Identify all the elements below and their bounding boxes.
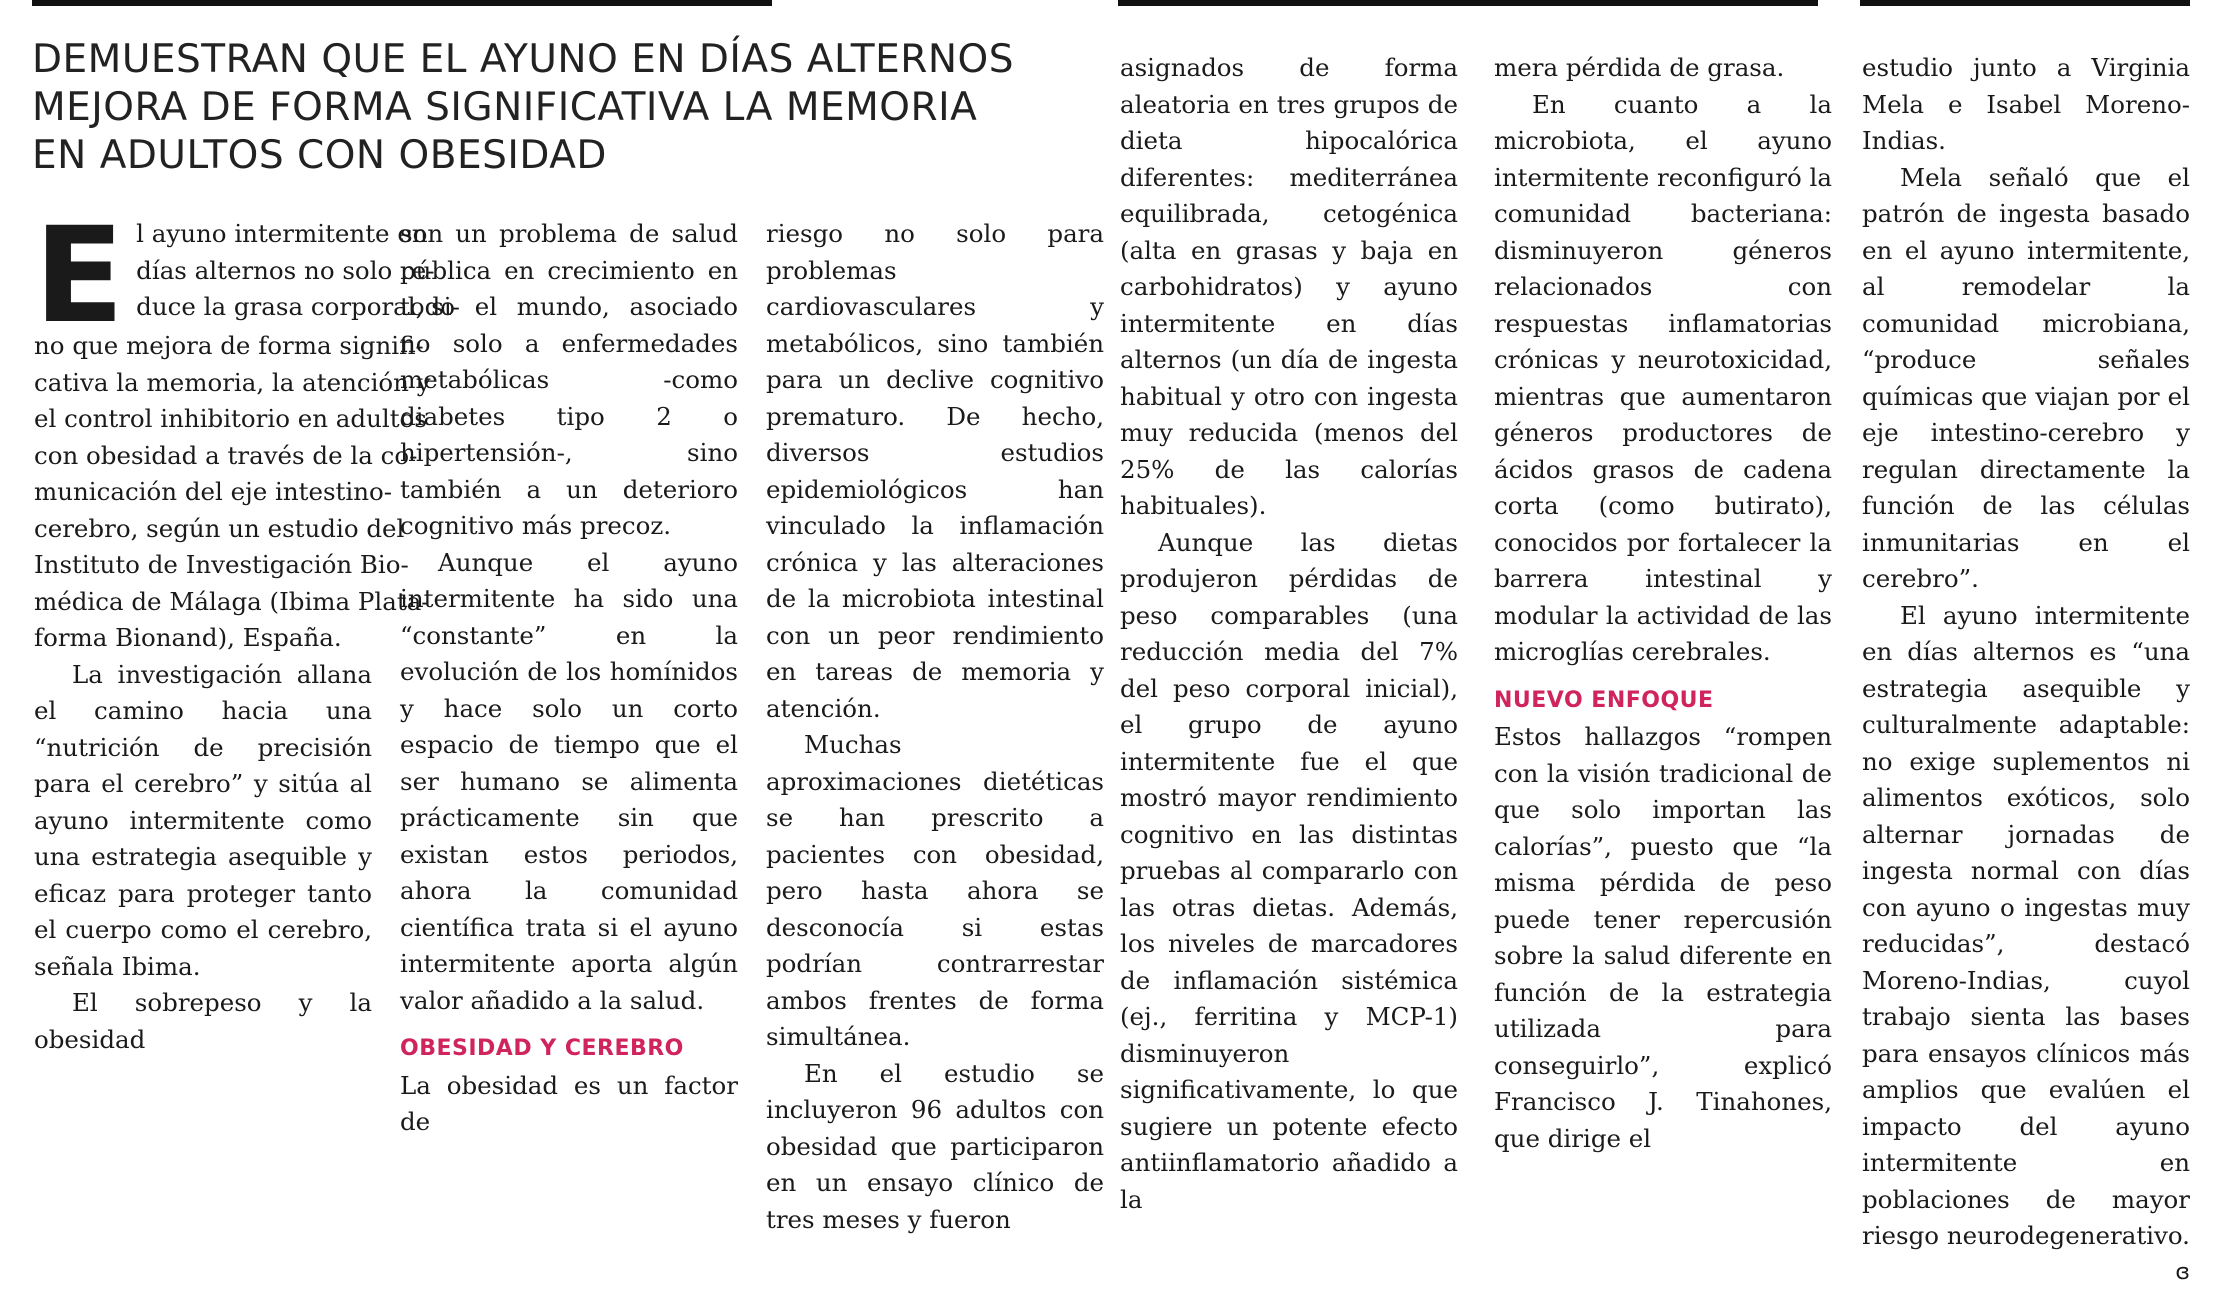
paragraph: Aunque el ayuno intermitente ha sido una “constante” en la evolución de los homínidos y hace solo un corto espacio de tiempo que el ser humano se alimenta prácticamente sin que existan estos periodos, ahora la comunidad científica trata si el ayuno intermitente aporta algún valor añadido a la salud. [400,545,738,1020]
column-4 [1120,50,1458,1218]
lead-line: Instituto de Investigación Bio- [34,547,372,584]
lead-line: l ayuno intermitente en [34,216,372,253]
column-6 [1862,50,2190,1291]
paragraph: Mela señaló que el patrón de ingesta basado en el ayuno intermitente, al remodelar la comunidad microbiana, “produce señales químicas que viajan por el eje intestino-cerebro y regulan directamente la función de las células inmunitarias en el cerebro”. [1862,160,2190,598]
paragraph-text: El ayuno intermitente en días alternos es “una estrategia asequible y culturalmente adaptable: no exige suplementos ni alimentos exóticos, solo alternar jornadas de ingesta normal con días con ayuno o ingestas muy reducidas”, destacó Moreno-Indias, cuyol trabajo sienta las bases para ensayos clínicos más amplios que evalúen el impacto del ayuno intermitente en poblaciones de mayor riesgo neurodegenerativo. [1862,601,2190,1251]
paragraph: son un problema de salud pública en crecimiento en todo el mundo, asociado no solo a enfermedades metabólicas -como diabetes tipo 2 o hipertensión-, sino también a un deterioro cognitivo más precoz. [400,216,738,545]
paragraph: mera pérdida de grasa. [1494,50,1832,87]
lead-line: cerebro, según un estudio del [34,511,372,548]
paragraph: asignados de forma aleatoria en tres grupos de dieta hipocalórica diferentes: mediterránea equilibrada, cetogénica (alta en grasas y baja en carbohidratos) y ayuno intermitente en días alternos (un día de ingesta habitual y otro con ingesta muy reducida (menos del 25% de las calorías habituales). [1120,50,1458,525]
lead-line: forma Bionand), España. [34,620,372,657]
headline-line: DEMUESTRAN QUE EL AYUNO EN DÍAS ALTERNOS [32,36,1112,84]
paragraph: Muchas aproximaciones dietéticas se han prescrito a pacientes con obesidad, pero hasta ahora se desconocía si estas podrían contrarrestar ambos frentes de forma simultánea. [766,727,1104,1056]
paragraph: Estos hallazgos “rompen con la visión tradicional de que solo importan las calorías”, puesto que “la misma pérdida de peso puede tener repercusión sobre la salud diferente en función de la estrategia utilizada para conseguirlo”, explicó Francisco J. Tinahones, que dirige el [1494,719,1832,1157]
headline-line: EN ADULTOS CON OBESIDAD [32,132,1112,180]
top-rule [1860,0,2190,6]
end-mark-icon: ɞ [2137,1255,2190,1291]
lead-line: cativa la memoria, la atención y [34,365,372,402]
paragraph: La investigación allana el camino hacia una “nutrición de precisión para el cerebro” y sitúa al ayuno intermitente como una estrategia asequible y eficaz para proteger tanto el cuerpo como el cerebro, señala Ibima. [34,657,372,986]
paragraph: En el estudio se incluyeron 96 adultos con obesidad que participaron en un ensayo clínico de tres meses y fueron [766,1056,1104,1239]
paragraph [1862,598,2190,1255]
section-heading: OBESIDAD Y CEREBRO [400,1031,738,1068]
lead-line: médica de Málaga (Ibima Plata- [34,584,372,621]
paragraph: En cuanto a la microbiota, el ayuno intermitente reconfiguró la comunidad bacteriana: disminuyeron géneros relacionados con respuestas inflamatorias crónicas y neurotoxicidad, mientras que aumentaron géneros productores de ácidos grasos de cadena corta (como butirato), conocidos por fortalecer la barrera intestinal y modular la actividad de las microglías cerebrales. [1494,87,1832,671]
top-rule [1118,0,1818,6]
lead-line: no que mejora de forma signifi- [34,328,372,365]
column-1 [34,216,372,1058]
top-rule [32,0,772,6]
paragraph: estudio junto a Virginia Mela e Isabel Moreno-Indias. [1862,50,2190,160]
section-heading: NUEVO ENFOQUE [1494,683,1832,720]
column-5 [1494,50,1832,1157]
headline-line: MEJORA DE FORMA SIGNIFICATIVA LA MEMORIA [32,84,1112,132]
paragraph: riesgo no solo para problemas cardiovasculares y metabólicos, sino también para un declive cognitivo prematuro. De hecho, diversos estudios epidemiológicos han vinculado la inflamación crónica y las alteraciones de la microbiota intestinal con un peor rendimiento en tareas de memoria y atención. [766,216,1104,727]
lead-line: municación del eje intestino- [34,474,372,511]
headline [32,36,1112,180]
column-3 [766,216,1104,1238]
dropcap: E [34,224,124,328]
paragraph: Aunque las dietas produjeron pérdidas de peso comparables (una reducción media del 7% del peso corporal inicial), el grupo de ayuno intermitente fue el que mostró mayor rendimiento cognitivo en las distintas pruebas al compararlo con las otras dietas. Además, los niveles de marcadores de inflamación sistémica (ej., ferritina y MCP-1) disminuyeron significativamente, lo que sugiere un potente efecto antiinflamatorio añadido a la [1120,525,1458,1219]
paragraph: El sobrepeso y la obesidad [34,985,372,1058]
paragraph: La obesidad es un factor de [400,1068,738,1141]
lead-line: días alternos no solo re- [34,253,372,290]
lead-line: duce la grasa corporal, si- [34,289,372,326]
lead-line: el control inhibitorio en adultos [34,401,372,438]
lead-line: con obesidad a través de la co- [34,438,372,475]
